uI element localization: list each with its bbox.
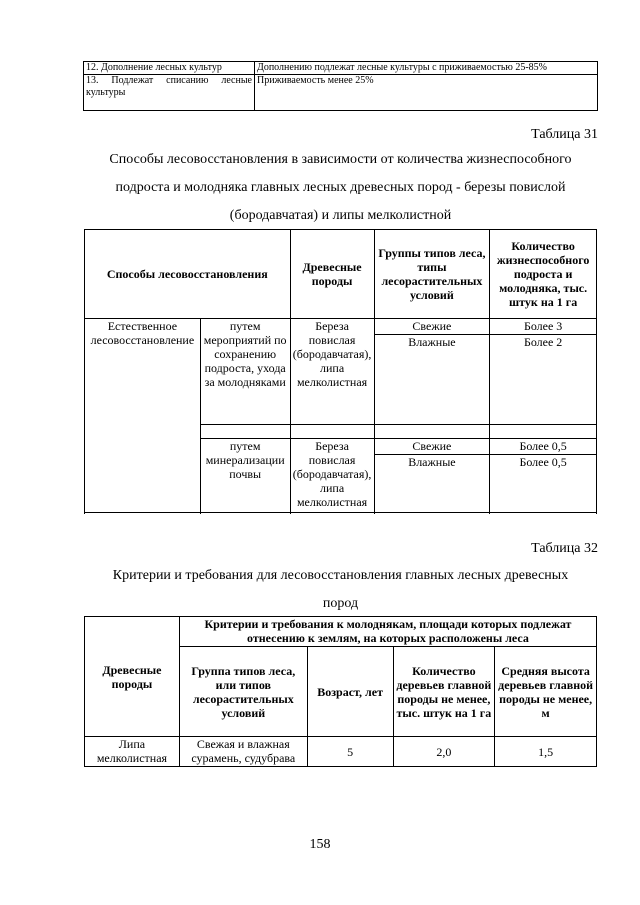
header-quantity: Количество жизнеспособного подроста и молодняка, тыс. штук на 1 га <box>490 230 597 319</box>
block2-qty-1: Более 0,5 <box>490 439 597 455</box>
title-line: Способы лесовосстановления в зависимости от количества жизнеспособного <box>109 152 572 167</box>
empty-cell <box>374 425 490 439</box>
title-line: Критерии и требования для лесовосстановления главных лесных древесных <box>112 568 569 583</box>
header-species: Древесные породы <box>85 617 180 737</box>
table32-caption: Таблица 32 <box>531 541 598 556</box>
table32-title <box>83 562 598 618</box>
table-cell: 12. Дополнение лесных культур <box>84 62 255 75</box>
table31-caption: Таблица 31 <box>531 127 598 142</box>
header-method: Способы лесовосстановления <box>85 230 291 319</box>
table-cell: Приживаемость менее 25% <box>255 75 598 111</box>
table-row <box>85 737 597 767</box>
block1-way: путем мероприятий по сохранению подроста, ухода за молодняками <box>200 319 290 425</box>
table-header-row <box>85 617 597 647</box>
table-row <box>84 75 598 111</box>
table-row <box>84 62 598 75</box>
header-forest-group: Группа типов леса, или типов лесорастительных условий <box>179 647 307 737</box>
row-forest-group: Свежая и влажная сурамень, судубрава <box>179 737 307 767</box>
header-count: Количество деревьев главной породы не менее, тыс. штук на 1 га <box>393 647 495 737</box>
table-header-row <box>85 230 597 319</box>
block2-cond-2: Влажные <box>374 455 490 513</box>
table32 <box>84 616 597 767</box>
block2-cond-1: Свежие <box>374 439 490 455</box>
table-cell: 13. Подлежат списанию лесные культуры <box>84 75 255 111</box>
empty-cell <box>290 425 374 439</box>
title-line: пород <box>322 596 359 611</box>
row-count: 2,0 <box>393 737 495 767</box>
method-main: Естественное лесовосстановление <box>85 319 201 513</box>
table31 <box>84 229 597 513</box>
block2-qty-2: Более 0,5 <box>490 455 597 513</box>
block1-species: Береза повислая (бородавчатая), липа мелколистная <box>290 319 374 425</box>
row-age: 5 <box>307 737 393 767</box>
title-line: подроста и молодняка главных лесных древесных пород - березы повислой <box>115 180 566 195</box>
header-height: Средняя высота деревьев главной породы не менее, м <box>495 647 597 737</box>
block1-cond-1: Свежие <box>374 319 490 335</box>
title-line: (бородавчатая) и липы мелколистной <box>229 208 452 223</box>
block2-way: путем минерализации почвы <box>200 439 290 513</box>
row-species: Липа мелколистная <box>85 737 180 767</box>
block1-qty-2: Более 2 <box>490 335 597 425</box>
header-criteria: Критерии и требования к молоднякам, площади которых подлежат отнесению к землям, на которых расположены леса <box>179 617 596 647</box>
table31-title <box>83 146 598 230</box>
block2-species: Береза повислая (бородавчатая), липа мелколистная <box>290 439 374 513</box>
block1-qty-1: Более 3 <box>490 319 597 335</box>
header-forest-groups: Группы типов леса, типы лесорастительных условий <box>374 230 490 319</box>
row-height: 1,5 <box>495 737 597 767</box>
header-species: Древесные породы <box>290 230 374 319</box>
table-row <box>85 319 597 335</box>
header-age: Возраст, лет <box>307 647 393 737</box>
empty-cell <box>200 425 290 439</box>
top-table <box>83 61 598 111</box>
page-number: 158 <box>309 837 331 852</box>
table-cell: Дополнению подлежат лесные культуры с приживаемостью 25-85% <box>255 62 598 75</box>
block1-cond-2: Влажные <box>374 335 490 425</box>
empty-cell <box>490 425 597 439</box>
